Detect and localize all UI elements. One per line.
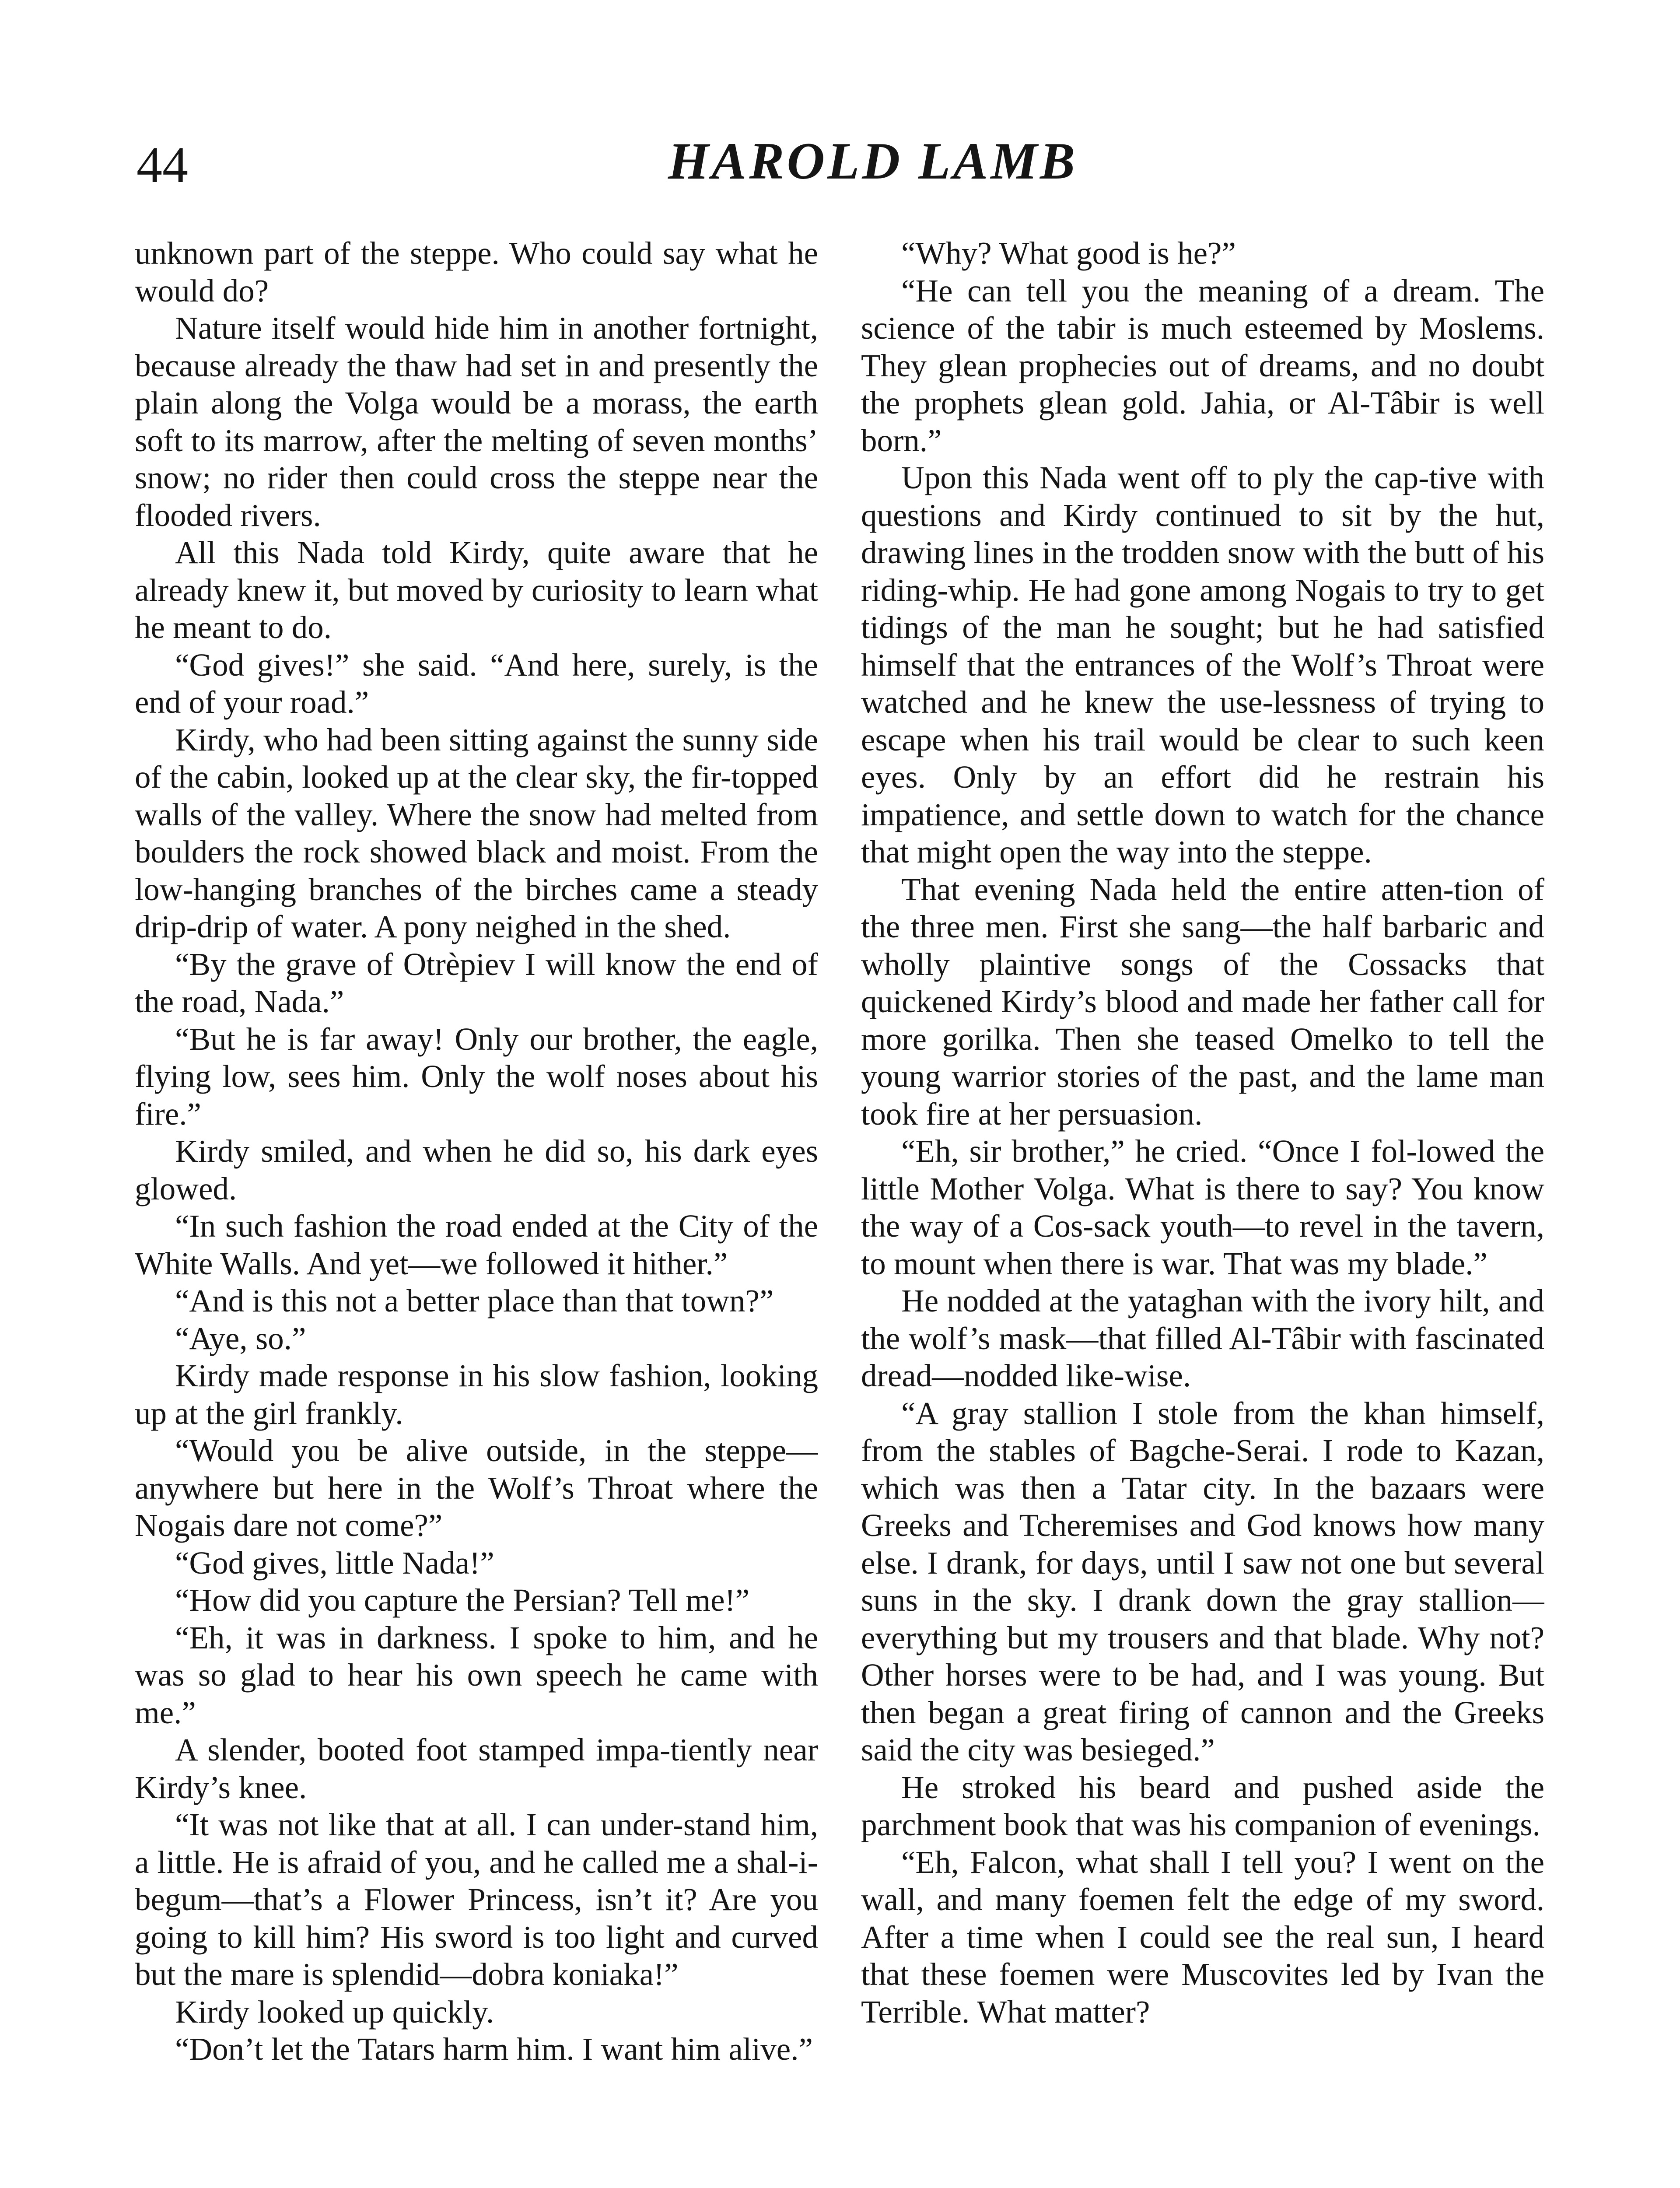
- paragraph: “A gray stallion I stole from the khan himself, from the stables of Bagche-Serai. I rode to Kazan, which was then a Tatar city. In the bazaars were Greeks and Tcheremises and God knows how many else. I drank, for days, until I saw not one but several suns in the sky. I drank down the gray stallion—everything but my trousers and that blade. Why not? Other horses were to be had, and I was young. But then began a great firing of cannon and the Greeks said the city was besieged.”: [861, 1395, 1544, 1767]
- left-column: [135, 235, 818, 2188]
- paragraph: “Don’t let the Tatars harm him. I want him alive.”: [175, 2031, 813, 2067]
- paragraph: “Aye, so.”: [175, 1320, 306, 1356]
- paragraph: “Would you be alive outside, in the steppe—anywhere but here in the Wolf’s Throat where the Nogais dare not come?”: [135, 1433, 818, 1543]
- paragraph: “How did you capture the Persian? Tell me!”: [175, 1582, 750, 1618]
- paragraph: “God gives, little Nada!”: [175, 1545, 494, 1581]
- paragraph: A slender, booted foot stamped impa-tiently near Kirdy’s knee.: [135, 1732, 818, 1805]
- paragraph: “He can tell you the meaning of a dream. The science of the tabir is much esteemed by Moslems. They glean prophecies out of dreams, and no doubt the prophets glean gold. Jahia, or Al-Tâbir is well born.”: [861, 273, 1544, 458]
- right-column: [861, 235, 1544, 2188]
- paragraph: “God gives!” she said. “And here, surely, is the end of your road.”: [135, 647, 818, 720]
- paragraph: “Why? What good is he?”: [901, 235, 1236, 271]
- paragraph: “It was not like that at all. I can under-stand him, a little. He is afraid of you, and he called me a shal-i-begum—that’s a Flower Princess, isn’t it? Are you going to kill him? His sword is too light and curved but the mare is splendid—dobra koniaka!”: [135, 1807, 818, 1992]
- paragraph: “But he is far away! Only our brother, the eagle, flying low, sees him. Only the wolf noses about his fire.”: [135, 1021, 818, 1132]
- paragraph: “Eh, sir brother,” he cried. “Once I fol-lowed the little Mother Volga. What is there to say? You know the way of a Cos-sack youth—to revel in the tavern, to mount when there is war. That was my blade.”: [861, 1133, 1544, 1281]
- paragraph: Upon this Nada went off to ply the cap-tive with questions and Kirdy continued to sit by the hut, drawing lines in the trodden snow with the butt of his riding-whip. He had gone among Nogais to try to get tidings of the man he sought; but he had satisfied himself that the entrances of the Wolf’s Throat were watched and he knew the use-lessness of trying to escape when his trail would be clear to such keen eyes. Only by an effort did he restrain his impatience, and settle down to watch for the chance that might open the way into the steppe.: [861, 460, 1544, 870]
- paragraph: “Eh, Falcon, what shall I tell you? I went on the wall, and many foemen felt the edge of my sword. After a time when I could see the real sun, I heard that these foemen were Muscovites led by Ivan the Terrible. What matter?: [861, 1844, 1544, 2030]
- paragraph: “And is this not a better place than that town?”: [175, 1283, 774, 1318]
- paragraph: That evening Nada held the entire atten-tion of the three men. First she sang—the half barbaric and wholly plaintive songs of the Cossacks that quickened Kirdy’s blood and made her father call for more gorilka. Then she teased Omelko to tell the young warrior stories of the past, and the lame man took fire at her persuasion.: [861, 871, 1544, 1132]
- paragraph: Kirdy, who had been sitting against the sunny side of the cabin, looked up at the clear sky, the fir-topped walls of the valley. Where the snow had melted from boulders the rock showed black and moist. From the low-hanging branches of the birches came a steady drip-drip of water. A pony neighed in the shed.: [135, 722, 818, 944]
- running-head: HAROLD LAMB: [668, 132, 1078, 190]
- paragraph: “By the grave of Otrèpiev I will know the end of the road, Nada.”: [135, 946, 818, 1019]
- paragraph: “In such fashion the road ended at the City of the White Walls. And yet—we followed it hither.”: [135, 1208, 818, 1281]
- paragraph: Kirdy smiled, and when he did so, his dark eyes glowed.: [135, 1133, 818, 1206]
- paragraph: He stroked his beard and pushed aside the parchment book that was his companion of evenings.: [861, 1769, 1544, 1842]
- page-number: 44: [136, 136, 188, 193]
- paragraph: Kirdy made response in his slow fashion, looking up at the girl frankly.: [135, 1358, 818, 1431]
- paragraph: unknown part of the steppe. Who could say what he would do?: [135, 235, 818, 309]
- paragraph: All this Nada told Kirdy, quite aware that he already knew it, but moved by curiosity to learn what he meant to do.: [135, 535, 818, 645]
- paragraph: Nature itself would hide him in another fortnight, because already the thaw had set in and presently the plain along the Volga would be a morass, the earth soft to its marrow, after the melting of seven months’ snow; no rider then could cross the steppe near the flooded rivers.: [135, 310, 818, 533]
- paragraph: He nodded at the yataghan with the ivory hilt, and the wolf’s mask—that filled Al-Tâbir with fascinated dread—nodded like-wise.: [861, 1283, 1544, 1393]
- paragraph: Kirdy looked up quickly.: [175, 1994, 494, 2030]
- paragraph: “Eh, it was in darkness. I spoke to him, and he was so glad to hear his own speech he came with me.”: [135, 1620, 818, 1730]
